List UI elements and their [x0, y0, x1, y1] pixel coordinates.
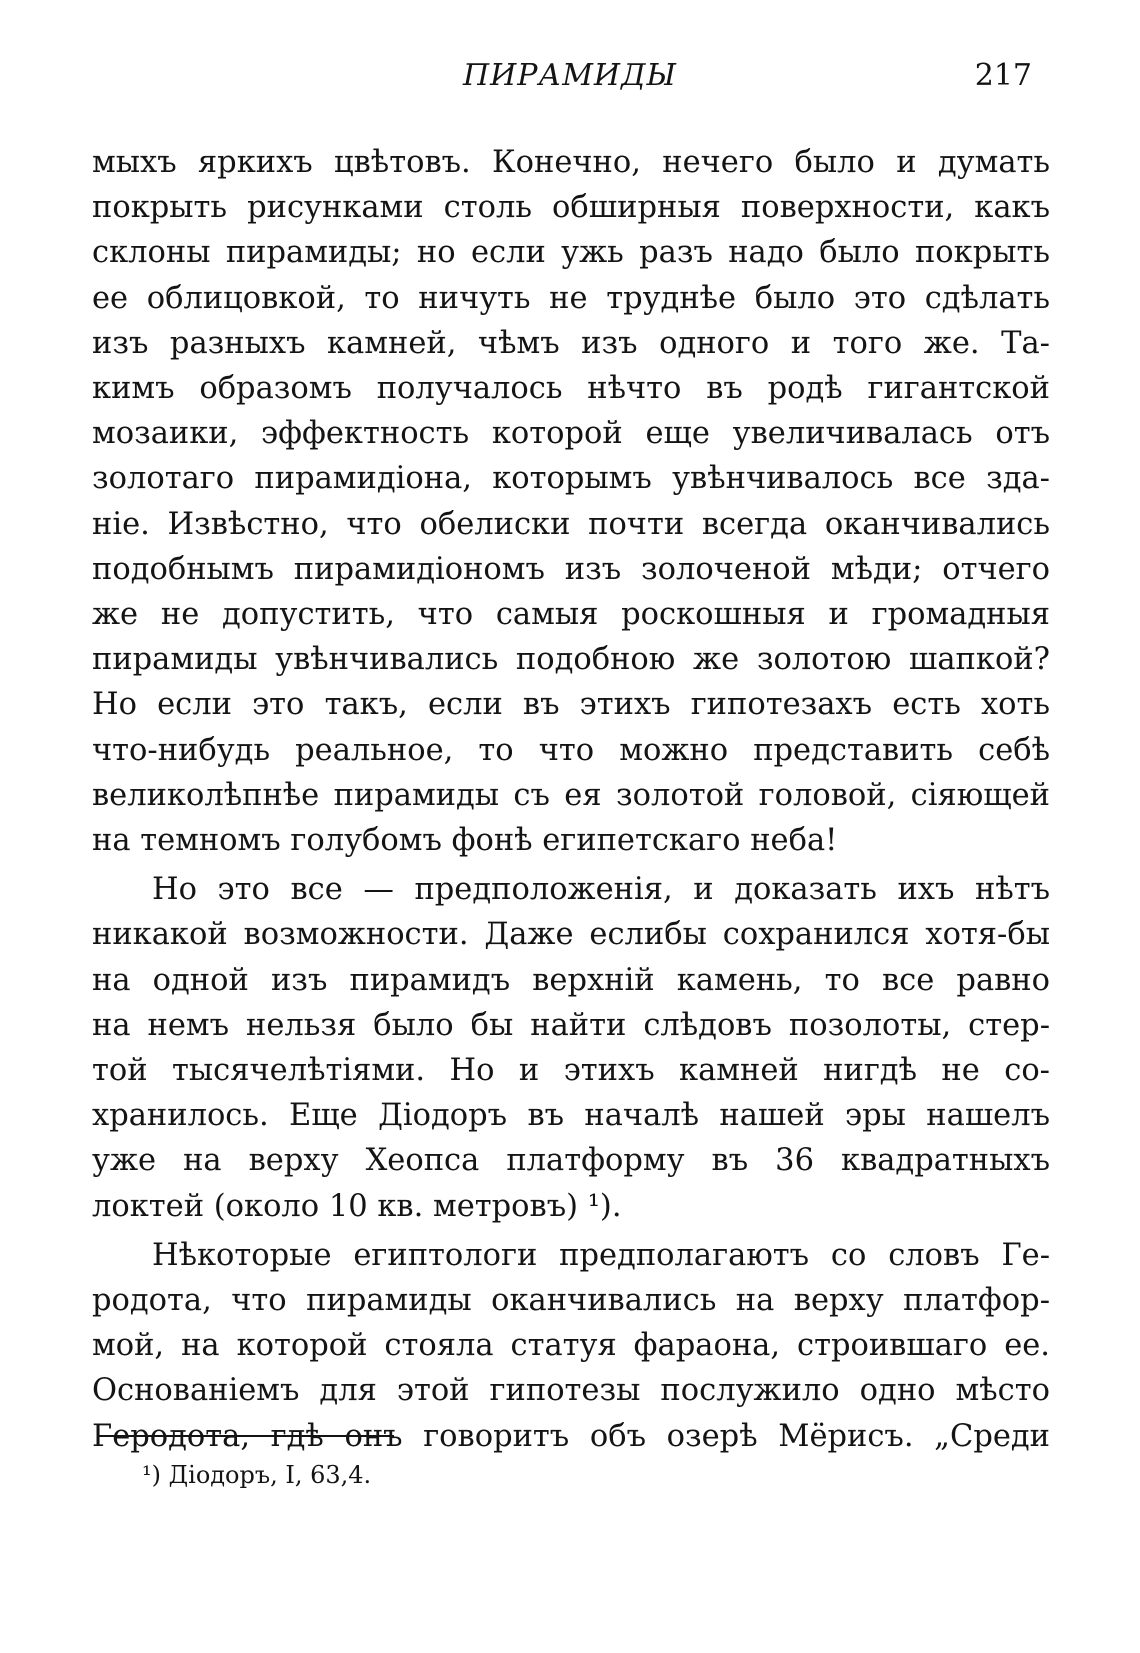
text-line: подобнымъ пирамидіономъ изъ золоченой мѣди; отчего [92, 551, 1050, 587]
text-line: ніе. Извѣстно, что обелиски почти всегда оканчивались [92, 506, 1050, 542]
footnote-text: Діодоръ, I, 63,4. [168, 1461, 372, 1489]
text-line: мыхъ яркихъ цвѣтовъ. Конечно, нечего было и думать [92, 145, 1050, 180]
body-text [92, 140, 1050, 1459]
footnote-marker: ¹) [142, 1461, 161, 1489]
text-line: Но это все — предположенія, и доказать ихъ нѣтъ [152, 872, 1050, 908]
text-line: на немъ нельзя было бы найти слѣдовъ позолоты, стер- [92, 1007, 1050, 1043]
text-line: склоны пирамиды; но если ужь разъ надо было покрыть [92, 235, 1050, 271]
page-header [0, 58, 1140, 108]
text-line: кимъ образомъ получалось нѣчто въ родѣ гигантской [92, 371, 1050, 407]
text-line: локтей (около 10 кв. метровъ) ¹). [92, 1188, 622, 1224]
text-line: Геродота, гдѣ онъ говоритъ объ озерѣ Мёрисъ. „Среди [92, 1418, 1050, 1454]
text-line: изъ разныхъ камней, чѣмъ изъ одного и того же. Та- [92, 325, 1050, 361]
text-line: ее облицовкой, то ничуть не труднѣе было это сдѣлать [92, 280, 1050, 316]
text-line: же не допустить, что самыя роскошныя и громадныя [92, 597, 1050, 633]
text-line: хранилось. Еще Діодоръ въ началѣ нашей эры нашелъ [92, 1098, 1050, 1134]
text-line: никакой возможности. Даже еслибы сохранился хотя-бы [92, 917, 1050, 953]
text-line: Но если это такъ, если въ этихъ гипотезахъ есть хоть [92, 687, 1050, 723]
text-line: Нѣкоторые египтологи предполагаютъ со словъ Ге- [152, 1237, 1050, 1273]
text-line: пирамиды увѣнчивались подобною же золотою шапкой? [92, 642, 1050, 678]
text-line: той тысячелѣтіями. Но и этихъ камней нигдѣ не со- [92, 1053, 1050, 1089]
paragraph-3 [92, 1233, 1050, 1459]
footnote [142, 1461, 371, 1489]
text-line: родота, что пирамиды оканчивались на верху платфор- [92, 1283, 1050, 1319]
text-line: золотаго пирамидіона, которымъ увѣнчивалось все зда- [92, 461, 1050, 497]
text-line: на темномъ голубомъ фонѣ египетскаго неба! [92, 823, 838, 859]
page-number: 217 [974, 58, 1032, 93]
running-title: ПИРАМИДЫ [462, 58, 677, 93]
text-line: Основаніемъ для этой гипотезы послужило одно мѣсто [92, 1373, 1050, 1409]
text-line: покрыть рисунками столь обширныя поверхности, какъ [92, 190, 1050, 226]
paragraph-1 [92, 140, 1050, 863]
text-line: уже на верху Хеопса платформу въ 36 квадратныхъ [92, 1143, 1050, 1179]
text-line: мозаики, эффектность которой еще увеличивалась отъ [92, 416, 1050, 452]
footnote-rule [98, 1435, 394, 1437]
text-line: что-нибудь реальное, то что можно представить себѣ [92, 732, 1050, 768]
text-line: на одной изъ пирамидъ верхній камень, то все равно [92, 962, 1050, 998]
text-line: мой, на которой стояла статуя фараона, строившаго ее. [92, 1328, 1050, 1364]
text-line: великолѣпнѣе пирамиды съ ея золотой головой, сіяющей [92, 777, 1050, 813]
paragraph-2 [92, 867, 1050, 1229]
